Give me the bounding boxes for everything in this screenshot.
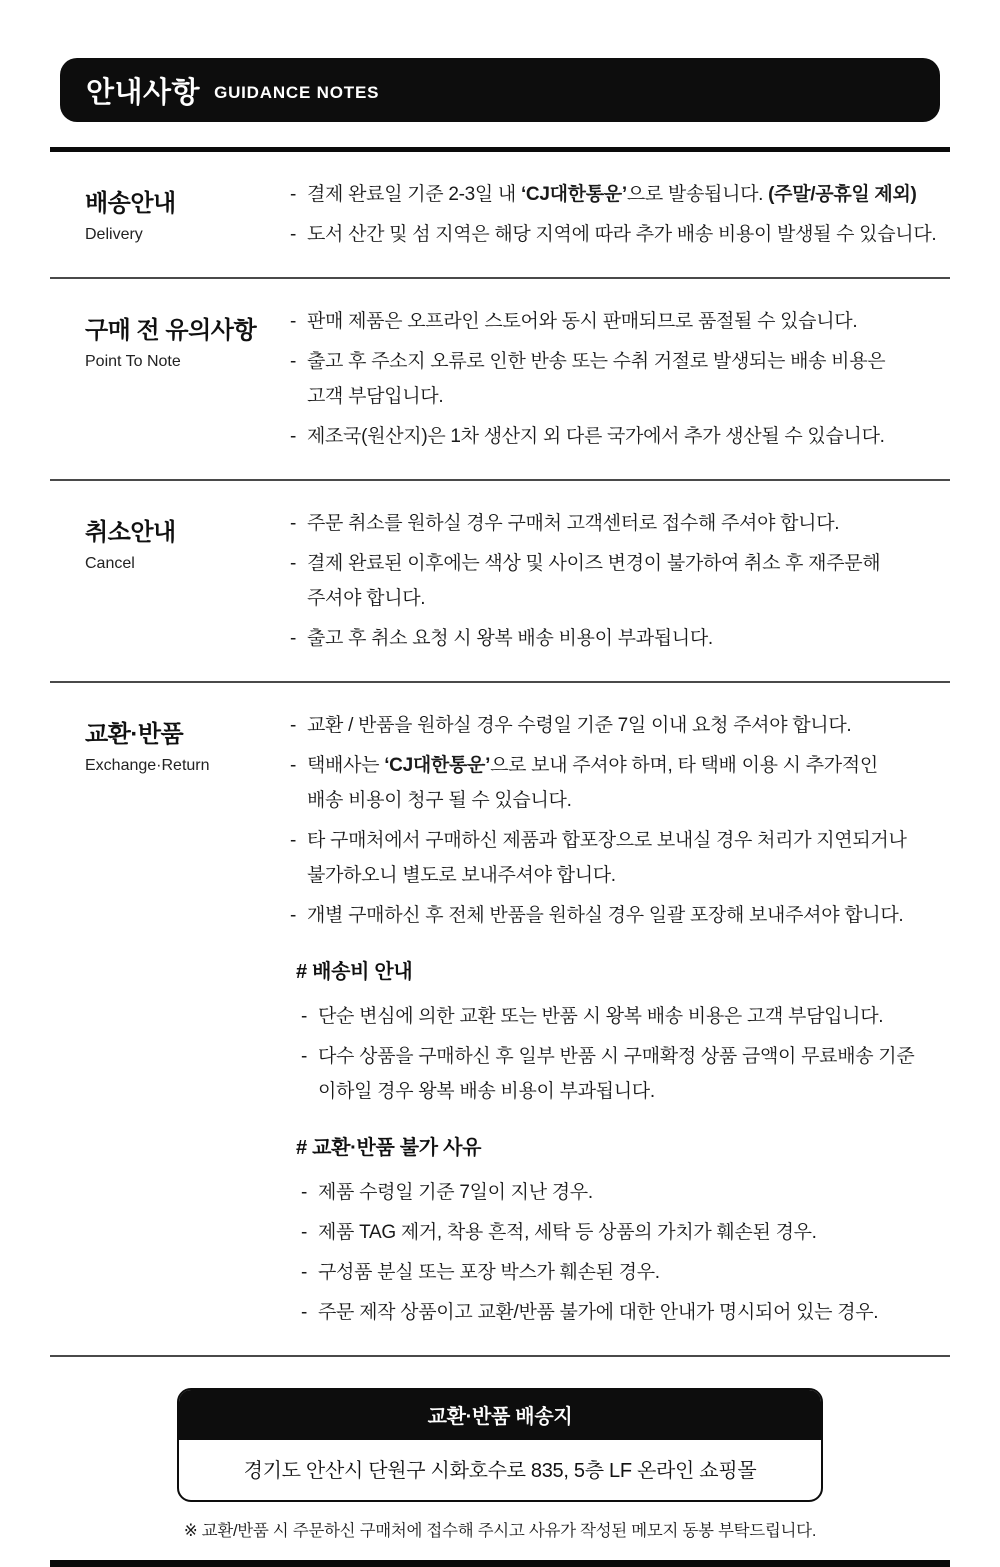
section-body	[290, 506, 950, 661]
bullet-item	[296, 999, 950, 1034]
text-segment: 주셔야 합니다.	[307, 588, 426, 609]
bullet-dash: -	[290, 830, 297, 851]
return-address-box	[177, 1388, 823, 1502]
section-title: 구매 전 유의사항	[85, 317, 257, 344]
bullet-text	[307, 546, 950, 616]
bullet-dash: -	[301, 1006, 308, 1027]
bullet-item	[290, 748, 950, 818]
bullet-item	[290, 506, 950, 541]
bullet-dash: -	[290, 351, 297, 372]
text-segment: 불가하오니 별도로 보내주셔야 합니다.	[307, 865, 616, 886]
bottom-rule	[50, 1560, 950, 1567]
bullet-dash: -	[301, 1222, 308, 1243]
bullet-item	[296, 1295, 950, 1330]
section-title: 교환·반품	[85, 721, 184, 748]
bullet-item	[290, 419, 950, 454]
bullet-item	[290, 823, 950, 893]
text-segment: 개별 구매하신 후 전체 반품을 원하실 경우 일괄 포장해 보내주셔야 합니다.	[307, 905, 904, 926]
text-segment: 결제 완료일 기준 2-3일 내	[307, 184, 521, 205]
section-row	[50, 279, 950, 481]
bold-text-segment: (주말/공휴일 제외)	[768, 184, 917, 205]
bullet-dash: -	[290, 513, 297, 534]
page-title-bar	[60, 58, 940, 122]
text-segment: 타 구매처에서 구매하신 제품과 합포장으로 보내실 경우 처리가 지연되거나	[307, 830, 907, 851]
bullet-dash: -	[290, 224, 297, 245]
bullet-text	[318, 1295, 950, 1330]
section-body	[290, 177, 950, 257]
bullet-item	[296, 1215, 950, 1250]
bullet-text	[307, 344, 950, 414]
text-segment: 제조국(원산지)은 1차 생산지 외 다른 국가에서 추가 생산될 수 있습니다.	[307, 426, 885, 447]
return-address-value: 경기도 안산시 단원구 시화호수로 835, 5층 LF 온라인 쇼핑몰	[243, 1460, 757, 1482]
bullet-text	[307, 177, 950, 212]
bullet-text	[318, 1255, 950, 1290]
text-segment: 배송 비용이 청구 될 수 있습니다.	[307, 790, 572, 811]
text-segment: 결제 완료된 이후에는 색상 및 사이즈 변경이 불가하여 취소 후 재주문해	[307, 553, 881, 574]
bullet-item	[290, 546, 950, 616]
return-address-area	[50, 1357, 950, 1541]
subsection	[290, 1131, 950, 1330]
return-footnote: ※ 교환/반품 시 주문하신 구매처에 접수해 주시고 사유가 작성된 메모지 동봉 부탁드립니다.	[183, 1522, 817, 1540]
page-title-korean: 안내사항	[86, 76, 201, 109]
bullet-item	[290, 621, 950, 656]
return-address-header: 교환·반품 배송지	[179, 1390, 821, 1440]
text-segment: 구성품 분실 또는 포장 박스가 훼손된 경우.	[318, 1262, 660, 1283]
bullet-dash: -	[301, 1182, 308, 1203]
bullet-item	[290, 708, 950, 743]
section-subtitle: Exchange·Return	[85, 757, 210, 774]
bullet-dash: -	[290, 311, 297, 332]
text-segment: 제품 TAG 제거, 착용 흔적, 세탁 등 상품의 가치가 훼손된 경우.	[318, 1222, 817, 1243]
bullet-dash: -	[290, 628, 297, 649]
bullet-item	[290, 898, 950, 933]
section-title: 배송안내	[85, 190, 176, 217]
text-segment: 고객 부담입니다.	[307, 386, 444, 407]
bullet-text	[318, 1215, 950, 1250]
bullet-text	[318, 999, 950, 1034]
text-segment: 제품 수령일 기준 7일이 지난 경우.	[318, 1182, 593, 1203]
section-body	[290, 708, 950, 1335]
bullet-item	[290, 344, 950, 414]
bullet-item	[290, 217, 950, 252]
bullet-dash: -	[290, 553, 297, 574]
section-label	[50, 506, 290, 661]
bullet-item	[290, 177, 950, 212]
bullet-dash: -	[290, 715, 297, 736]
text-segment: 택배사는	[307, 755, 385, 776]
bullet-dash: -	[290, 755, 297, 776]
bullet-text	[307, 823, 950, 893]
text-segment: 출고 후 취소 요청 시 왕복 배송 비용이 부과됩니다.	[307, 628, 713, 649]
bullet-text	[307, 708, 950, 743]
bullet-item	[296, 1039, 950, 1109]
section-label	[50, 177, 290, 257]
text-segment: 단순 변심에 의한 교환 또는 반품 시 왕복 배송 비용은 고객 부담입니다.	[318, 1006, 884, 1027]
section-subtitle: Point To Note	[85, 353, 181, 370]
bold-text-segment: ‘CJ대한통운’	[520, 184, 627, 205]
subsection-heading: # 배송비 안내	[296, 961, 413, 983]
bullet-dash: -	[290, 184, 297, 205]
bullet-dash: -	[290, 426, 297, 447]
bullet-text	[307, 621, 950, 656]
bullet-dash: -	[301, 1262, 308, 1283]
bullet-text	[307, 748, 950, 818]
bullet-text	[307, 304, 950, 339]
text-segment: 주문 취소를 원하실 경우 구매처 고객센터로 접수해 주셔야 합니다.	[307, 513, 840, 534]
section-subtitle: Delivery	[85, 226, 143, 243]
section-label	[50, 304, 290, 459]
subsection	[290, 955, 950, 1109]
sections-list	[50, 152, 950, 1357]
text-segment: 으로 보내 주셔야 하며, 타 택배 이용 시 추가적인	[490, 755, 878, 776]
bullet-text	[318, 1039, 950, 1109]
text-segment: 다수 상품을 구매하신 후 일부 반품 시 구매확정 상품 금액이 무료배송 기준	[318, 1046, 915, 1067]
bullet-text	[307, 419, 950, 454]
section-subtitle: Cancel	[85, 555, 135, 572]
page-title-english: GUIDANCE NOTES	[214, 83, 380, 102]
bullet-text	[318, 1175, 950, 1210]
section-row	[50, 481, 950, 683]
bullet-item	[296, 1255, 950, 1290]
subsection-heading: # 교환·반품 불가 사유	[296, 1137, 482, 1159]
bullet-dash: -	[290, 905, 297, 926]
text-segment: 주문 제작 상품이고 교환/반품 불가에 대한 안내가 명시되어 있는 경우.	[318, 1302, 879, 1323]
bullet-item	[296, 1175, 950, 1210]
text-segment: 도서 산간 및 섬 지역은 해당 지역에 따라 추가 배송 비용이 발생될 수 있습니다.	[307, 224, 937, 245]
bullet-dash: -	[301, 1302, 308, 1323]
text-segment: 판매 제품은 오프라인 스토어와 동시 판매되므로 품절될 수 있습니다.	[307, 311, 858, 332]
bold-text-segment: ‘CJ대한통운’	[384, 755, 491, 776]
text-segment: 이하일 경우 왕복 배송 비용이 부과됩니다.	[318, 1081, 655, 1102]
bullet-text	[307, 217, 950, 252]
bullet-text	[307, 898, 950, 933]
section-label	[50, 708, 290, 1335]
bullet-text	[307, 506, 950, 541]
bullet-item	[290, 304, 950, 339]
section-body	[290, 304, 950, 459]
text-segment: 으로 발송됩니다.	[626, 184, 769, 205]
bullet-dash: -	[301, 1046, 308, 1067]
section-row	[50, 152, 950, 279]
text-segment: 출고 후 주소지 오류로 인한 반송 또는 수취 거절로 발생되는 배송 비용은	[307, 351, 886, 372]
section-title: 취소안내	[85, 519, 176, 546]
text-segment: 교환 / 반품을 원하실 경우 수령일 기준 7일 이내 요청 주셔야 합니다.	[307, 715, 852, 736]
section-row	[50, 683, 950, 1357]
